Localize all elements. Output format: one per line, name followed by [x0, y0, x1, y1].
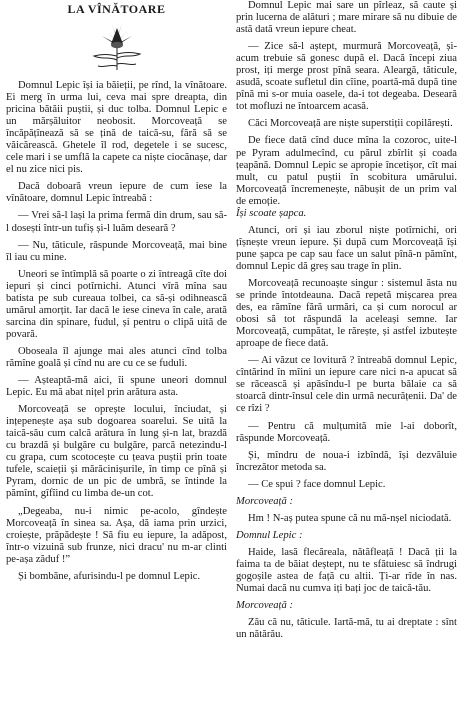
dialogue-line: — Ai văzut ce lovitură ? întreabă domnul Lepic, cîntărind în mîini un iepure care nici n-a apucat să se răcească și apăsîndu-l pe burta bălaie ca să stoarcă dintr-însul cele din urmă necurățenii. Da' de ce rîzi ? — [236, 355, 457, 415]
paragraph: De fiece dată cînd duce mîna la cozoroc, uite-l pe Pyram adulmecînd, cu părul zbîrlit și coada țeapănă. Domnul Lepic se apropie încetișor, cît mai mult, cu patul puștii în scobitura umărului. Morcoveață încremenește, năbușit de un prim val de emoție. — [236, 135, 457, 207]
thistle-flower-illustration-icon — [82, 20, 152, 72]
paragraph: Morcoveață recunoaște singur : sistemul ăsta nu se prinde întotdeauna. Dacă repetă mișcarea prea des, ea rămîne fără urmări, ca și cum norocul ar obosi să tot răspundă la aceleași semne. Iar Morcoveață, cumpătat, le rărește, și astfel izbutește aproape de fiece dată. — [236, 277, 457, 350]
paragraph: Domnul Lepic își ia băieții, pe rînd, la vînătoare. Ei merg în urma lui, ceva mai spre dreapta, din pricina bătăii puștii, și duc tolba. Domnul Lepic e un mărșăluitor neobosit. Morcoveață se încăpățînează să se țină de taică-su, fără să se văicărească. Ghetele îl rod, degetele i se sucesc, cele mari i se umflă la capete ca niște ciocănașe, dar el nu zice nici pis. — [6, 80, 227, 176]
right-column — [236, 0, 457, 641]
dialogue-line: — Pentru că mulțumită mie l-ai doborît, răspunde Morcoveață. — [236, 420, 457, 444]
dialogue-line: Zău că nu, tăticule. Iartă-mă, tu ai dreptate : sînt un nătărău. — [236, 617, 457, 641]
paragraph: Și, mîndru de noua-i izbîndă, își dezvăluie încrezător metoda sa. — [236, 449, 457, 473]
paragraph: Domnul Lepic mai sare un pîrleaz, să caute și prin lucerna de alături ; mare mirare să nu dibuie de astă dată vreun iepure cheat. — [236, 0, 457, 36]
paragraph: Atunci, ori și iau zborul niște potîrnichi, ori țîșnește vreun iepure. Și după cum Morcoveață își pune șapca pe cap sau face un salut pînă-n pămînt, domnul Lepic dă greș sau trage în plin. — [236, 224, 457, 272]
chapter-title: LA VÎNĂTOARE — [67, 2, 166, 16]
dialogue-line: — Așteaptă-mă aici, îi spune uneori domnul Lepic. Eu mă abat nițel prin arătura asta. — [6, 375, 227, 399]
dialogue-line: Hm ! N-aș putea spune că nu mă-nșel niciodată. — [248, 512, 452, 524]
paragraph: Căci Morcoveață are niște superstiții copilărești. — [248, 118, 453, 130]
dialogue-line: — Zice să-l aștept, murmură Morcoveață, și-acum trebuie să gonesc după el. Dacă începi ziua prost, iți merge prost pînă seara. Aleargă, tăticule, asudă, scoate sufletul din cîine, poartă-mă după tine pînă mi s-or muia oasele, da-i tot degeaba. Deseară tot mofluzi ne întoarcem acasă. — [236, 41, 457, 113]
paragraph: Dacă doboară vreun iepure de cum iese la vînătoare, domnul Lepic întreabă : — [6, 181, 227, 205]
paragraph: Uneori se întîmplă să poarte o zi întreagă cîte doi iepuri și cinci potîrnichi. Atunci vîră mîna sau batista pe sub cureaua tolbei, ca să-și odihnească umărul amorțit. Iar dacă le iese cineva în cale, arată sarcina din spinare, fudul, și pentru o clipă uită de povară. — [6, 268, 227, 340]
paragraph: Morcoveață se oprește locului, înciudat, și ințepenește așa sub dogoarea soarelui. Se uită la taică-său cum calcă arătura în lung și-n lat, brazdă cu brazdă și bulgăre cu bulgăre, parcă netezindu-l cu grapa, cum scotocește cu țeava puștii prin toate tufele, scaieții și mărăcinișurile, în timp ce pînă și Pyram, dornic de un pic de umbră, se întinde la pămînt, gîfîind cu limba de-un cot. — [6, 404, 227, 500]
italic-line: Își scoate șapca. — [236, 207, 307, 219]
speaker-label: Morcoveață : — [236, 600, 293, 612]
dialogue-line: Haide, lasă flecăreala, nătăfleață ! Dacă ții la faima ta de băiat deștept, nu te sfătuiesc să îndrugi gogoșile astea de față cu altii. Ți-ar rîde în nas. Numai dacă nu cumva iți bați joc de taică-tău. — [236, 546, 457, 595]
left-column — [6, 0, 227, 583]
paragraph: „Degeaba, nu-i nimic pe-acolo, gîndește Morcoveață în sinea sa. Așa, dă iama prin urzici, croiește, prăpădește ! Să fiu eu iepure, la adăpost, într-o vizuină sub frunze, nici dracu' nu m-ar clinti pe-așa zăduf !” — [6, 505, 227, 565]
speaker-label: Domnul Lepic : — [236, 529, 303, 541]
paragraph: Și bombăne, afurisindu-l pe domnul Lepic. — [18, 570, 201, 582]
paragraph: Oboseala îl ajunge mai ales atunci cînd tolba rămîne goală și cînd nu are cu ce se fuduli. — [6, 345, 227, 369]
dialogue-line: — Nu, tăticule, răspunde Morcoveață, mai bine îl iau cu mine. — [6, 239, 227, 263]
speaker-label: Morcoveață : — [236, 495, 293, 507]
dialogue-line: — Ce spui ? face domnul Lepic. — [248, 478, 386, 490]
dialogue-line: — Vrei să-l lași la prima fermă din drum, sau să-l dosești într-un tufiș și-l luăm deseară ? — [6, 210, 227, 234]
